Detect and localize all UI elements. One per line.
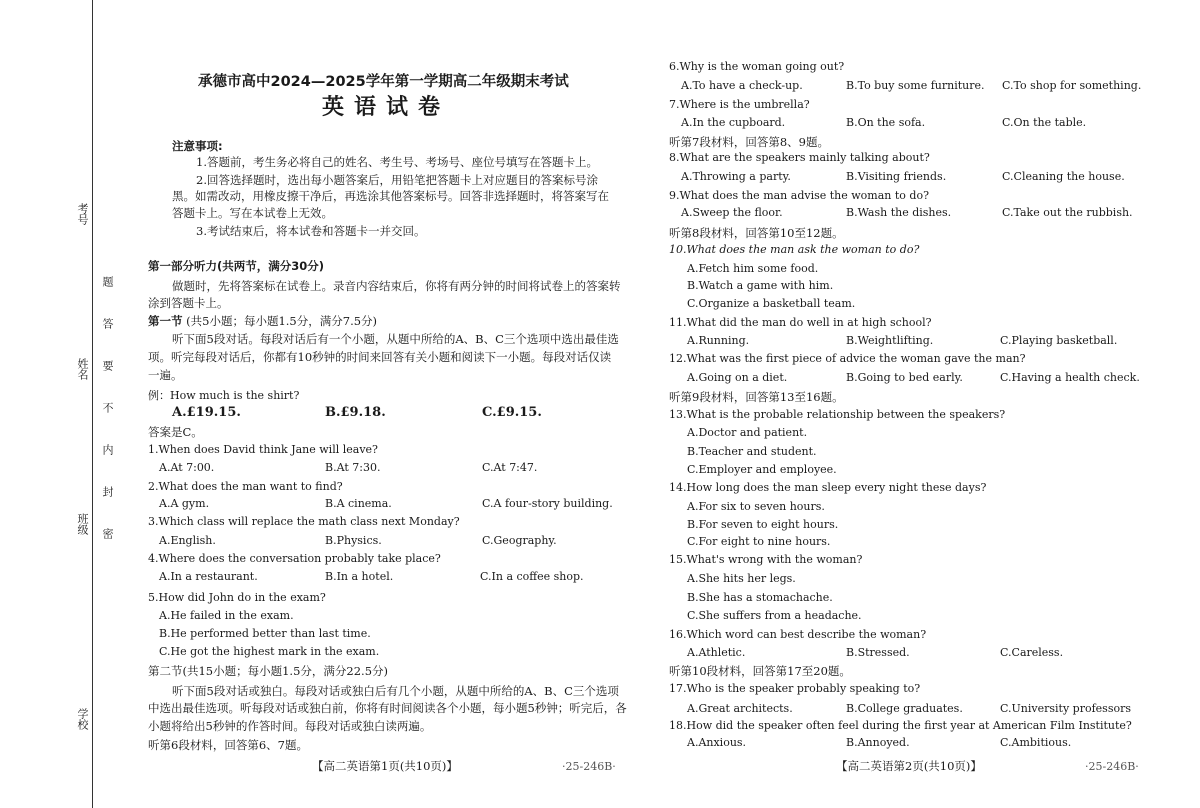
option-10b: B.Watch a game with him.: [687, 279, 834, 292]
option-1a: A.At 7:00.: [159, 461, 215, 474]
option-10c: C.Organize a basketball team.: [687, 297, 856, 310]
note-item-1: 1.答题前，考生务必将自己的姓名、考生号、考场号、座位号填写在答题卡上。: [196, 155, 598, 169]
field-exam-number: 考号: [76, 203, 89, 225]
option-5b: B.He performed better than last time.: [159, 627, 371, 640]
option-9b: B.Wash the dishes.: [846, 206, 952, 219]
option-2a: A.A gym.: [159, 497, 210, 510]
option-4a: A.In a restaurant.: [159, 570, 258, 583]
option-7a: A.In the cupboard.: [681, 116, 786, 129]
seal-char: 题: [101, 276, 114, 287]
option-9a: A.Sweep the floor.: [681, 206, 783, 219]
option-13c: C.Employer and employee.: [687, 463, 837, 476]
option-16b: B.Stressed.: [846, 646, 910, 659]
option-18a: A.Anxious.: [687, 736, 747, 749]
option-3b: B.Physics.: [325, 534, 382, 547]
option-12c: C.Having a health check.: [1000, 371, 1140, 384]
option-3a: A.English.: [159, 534, 216, 547]
material-9-instruction: 听第9段材料，回答第13至16题。: [669, 390, 844, 404]
seal-char: 答: [101, 318, 114, 329]
option-17a: A.Great architects.: [687, 702, 793, 715]
option-10a: A.Fetch him some food.: [687, 262, 819, 275]
part1-intro-cont: 涂到答题卡上。: [148, 296, 229, 310]
section1-instructions: 听下面5段对话。每段对话后有一个小题，从题中所给的A、B、C三个选项中选出最佳选: [172, 332, 619, 346]
section1-score: (共5小题；每小题1.5分，满分7.5分): [186, 314, 378, 328]
exam-subject-title: 英语试卷: [322, 95, 451, 120]
option-6b: B.To buy some furniture.: [846, 79, 985, 92]
question-9: 9.What does the man advise the woman to do?: [669, 189, 929, 202]
material-8-instruction: 听第8段材料，回答第10至12题。: [669, 226, 844, 240]
option-11b: B.Weightlifting.: [846, 334, 934, 347]
question-12: 12.What was the first piece of advice the woman gave the man?: [669, 352, 1026, 365]
option-11a: A.Running.: [687, 334, 750, 347]
option-4b: B.In a hotel.: [325, 570, 394, 583]
option-5a: A.He failed in the exam.: [159, 609, 294, 622]
note-item-2-cont: 黑。如需改动，用橡皮擦干净后，再选涂其他答案标号。回答非选择题时，将答案写在: [172, 189, 609, 203]
question-13: 13.What is the probable relationship between the speakers?: [669, 408, 1006, 421]
example-answer: 答案是C。: [148, 425, 203, 439]
option-15b: B.She has a stomachache.: [687, 591, 833, 604]
field-school: 学校: [76, 708, 89, 730]
question-6: 6.Why is the woman going out?: [669, 60, 845, 73]
question-16: 16.Which word can best describe the woman?: [669, 628, 927, 641]
option-6a: A.To have a check-up.: [681, 79, 803, 92]
seal-char: 内: [101, 444, 114, 455]
example-question: 例：How much is the shirt?: [148, 389, 300, 402]
option-18b: B.Annoyed.: [846, 736, 910, 749]
option-17c: C.University professors: [1000, 702, 1131, 715]
question-14: 14.How long does the man sleep every night these days?: [669, 481, 987, 494]
note-item-2-cont: 答题卡上。写在本试卷上无效。: [172, 206, 333, 220]
option-8b: B.Visiting friends.: [846, 170, 947, 183]
option-16a: A.Athletic.: [687, 646, 746, 659]
section1-heading-line: [148, 313, 377, 329]
example-option-b: B.£9.18.: [325, 405, 386, 420]
seal-char: 要: [101, 360, 114, 371]
material-10-instruction: 听第10段材料，回答第17至20题。: [669, 664, 851, 678]
section2-heading: 第二节(共15小题；每小题1.5分，满分22.5分): [148, 664, 388, 678]
question-7: 7.Where is the umbrella?: [669, 98, 810, 111]
section1-instructions-cont: 一遍。: [148, 368, 183, 382]
seal-char: 不: [101, 402, 114, 413]
section1-instructions-cont: 项。听完每段对话后，你都有10秒钟的时间来回答有关小题和阅读下一小题。每段对话仅读: [148, 350, 612, 364]
option-2b: B.A cinema.: [325, 497, 392, 510]
option-14a: A.For six to seven hours.: [687, 500, 825, 513]
option-5c: C.He got the highest mark in the exam.: [159, 645, 380, 658]
option-13b: B.Teacher and student.: [687, 445, 817, 458]
option-12b: B.Going to bed early.: [846, 371, 963, 384]
option-13a: A.Doctor and patient.: [687, 426, 808, 439]
option-7c: C.On the table.: [1002, 116, 1087, 129]
section2-instructions-cont: 中选出最佳选项。听每段对话或独白前，你将有时间阅读各个小题，每小题5秒钟；听完后，各: [148, 701, 627, 715]
note-item-2: 2.回答选择题时，选出每小题答案后，用铅笔把答题卡上对应题目的答案标号涂: [196, 173, 598, 187]
option-14c: C.For eight to nine hours.: [687, 535, 831, 548]
option-4c: C.In a coffee shop.: [480, 570, 584, 583]
footer-page-left: 【高二英语第1页(共10页)】: [312, 759, 458, 773]
option-17b: B.College graduates.: [846, 702, 963, 715]
question-15: 15.What's wrong with the woman?: [669, 553, 863, 566]
option-6c: C.To shop for something.: [1002, 79, 1142, 92]
option-8a: A.Throwing a party.: [681, 170, 791, 183]
binding-line: [92, 0, 93, 808]
example-option-a: A.£19.15.: [172, 405, 241, 420]
material-6-instruction: 听第6段材料，回答第6、7题。: [148, 738, 308, 752]
field-name: 姓名: [76, 358, 89, 380]
question-2: 2.What does the man want to find?: [148, 480, 343, 493]
seal-char: 封: [101, 486, 114, 497]
question-8: 8.What are the speakers mainly talking about?: [669, 151, 930, 164]
footer-code-right: ·25-246B·: [1085, 760, 1139, 773]
section2-instructions-cont: 小题将给出5秒钟的作答时间。每段对话或独白读两遍。: [148, 719, 432, 733]
option-18c: C.Ambitious.: [1000, 736, 1072, 749]
footer-code-left: ·25-246B·: [562, 760, 616, 773]
seal-char: 密: [101, 528, 114, 539]
example-option-c: C.£9.15.: [482, 405, 542, 420]
notes-heading: 注意事项:: [172, 139, 223, 153]
question-1: 1.When does David think Jane will leave?: [148, 443, 378, 456]
field-class: 班级: [76, 513, 89, 535]
question-18: 18.How did the speaker often feel during the first year at American Film Institute?: [669, 719, 1132, 732]
part1-intro: 做题时，先将答案标在试卷上。录音内容结束后，你将有两分钟的时间将试卷上的答案转: [172, 279, 621, 293]
option-2c: C.A four-story building.: [482, 497, 613, 510]
note-item-3: 3.考试结束后，将本试卷和答题卡一并交回。: [196, 224, 426, 238]
question-5: 5.How did John do in the exam?: [148, 591, 326, 604]
question-10: 10.What does the man ask the woman to do?: [669, 243, 920, 256]
option-15a: A.She hits her legs.: [687, 572, 796, 585]
question-17: 17.Who is the speaker probably speaking to?: [669, 682, 921, 695]
option-3c: C.Geography.: [482, 534, 557, 547]
option-12a: A.Going on a diet.: [687, 371, 788, 384]
section2-instructions: 听下面5段对话或独白。每段对话或独白后有几个小题，从题中所给的A、B、C三个选项: [172, 684, 619, 698]
option-8c: C.Cleaning the house.: [1002, 170, 1125, 183]
part1-heading: 第一部分听力(共两节，满分30分): [148, 259, 325, 273]
option-1c: C.At 7:47.: [482, 461, 538, 474]
option-15c: C.She suffers from a headache.: [687, 609, 862, 622]
option-14b: B.For seven to eight hours.: [687, 518, 839, 531]
option-9c: C.Take out the rubbish.: [1002, 206, 1133, 219]
option-11c: C.Playing basketball.: [1000, 334, 1118, 347]
option-1b: B.At 7:30.: [325, 461, 381, 474]
question-11: 11.What did the man do well in at high school?: [669, 316, 932, 329]
material-7-instruction: 听第7段材料，回答第8、9题。: [669, 135, 829, 149]
question-3: 3.Which class will replace the math class next Monday?: [148, 515, 460, 528]
footer-page-right: 【高二英语第2页(共10页)】: [836, 759, 982, 773]
option-7b: B.On the sofa.: [846, 116, 926, 129]
section1-heading: 第一节: [148, 314, 183, 328]
question-4: 4.Where does the conversation probably take place?: [148, 552, 441, 565]
option-16c: C.Careless.: [1000, 646, 1064, 659]
exam-title: 承德市高中2024—2025学年第一学期高二年级期末考试: [198, 74, 569, 90]
